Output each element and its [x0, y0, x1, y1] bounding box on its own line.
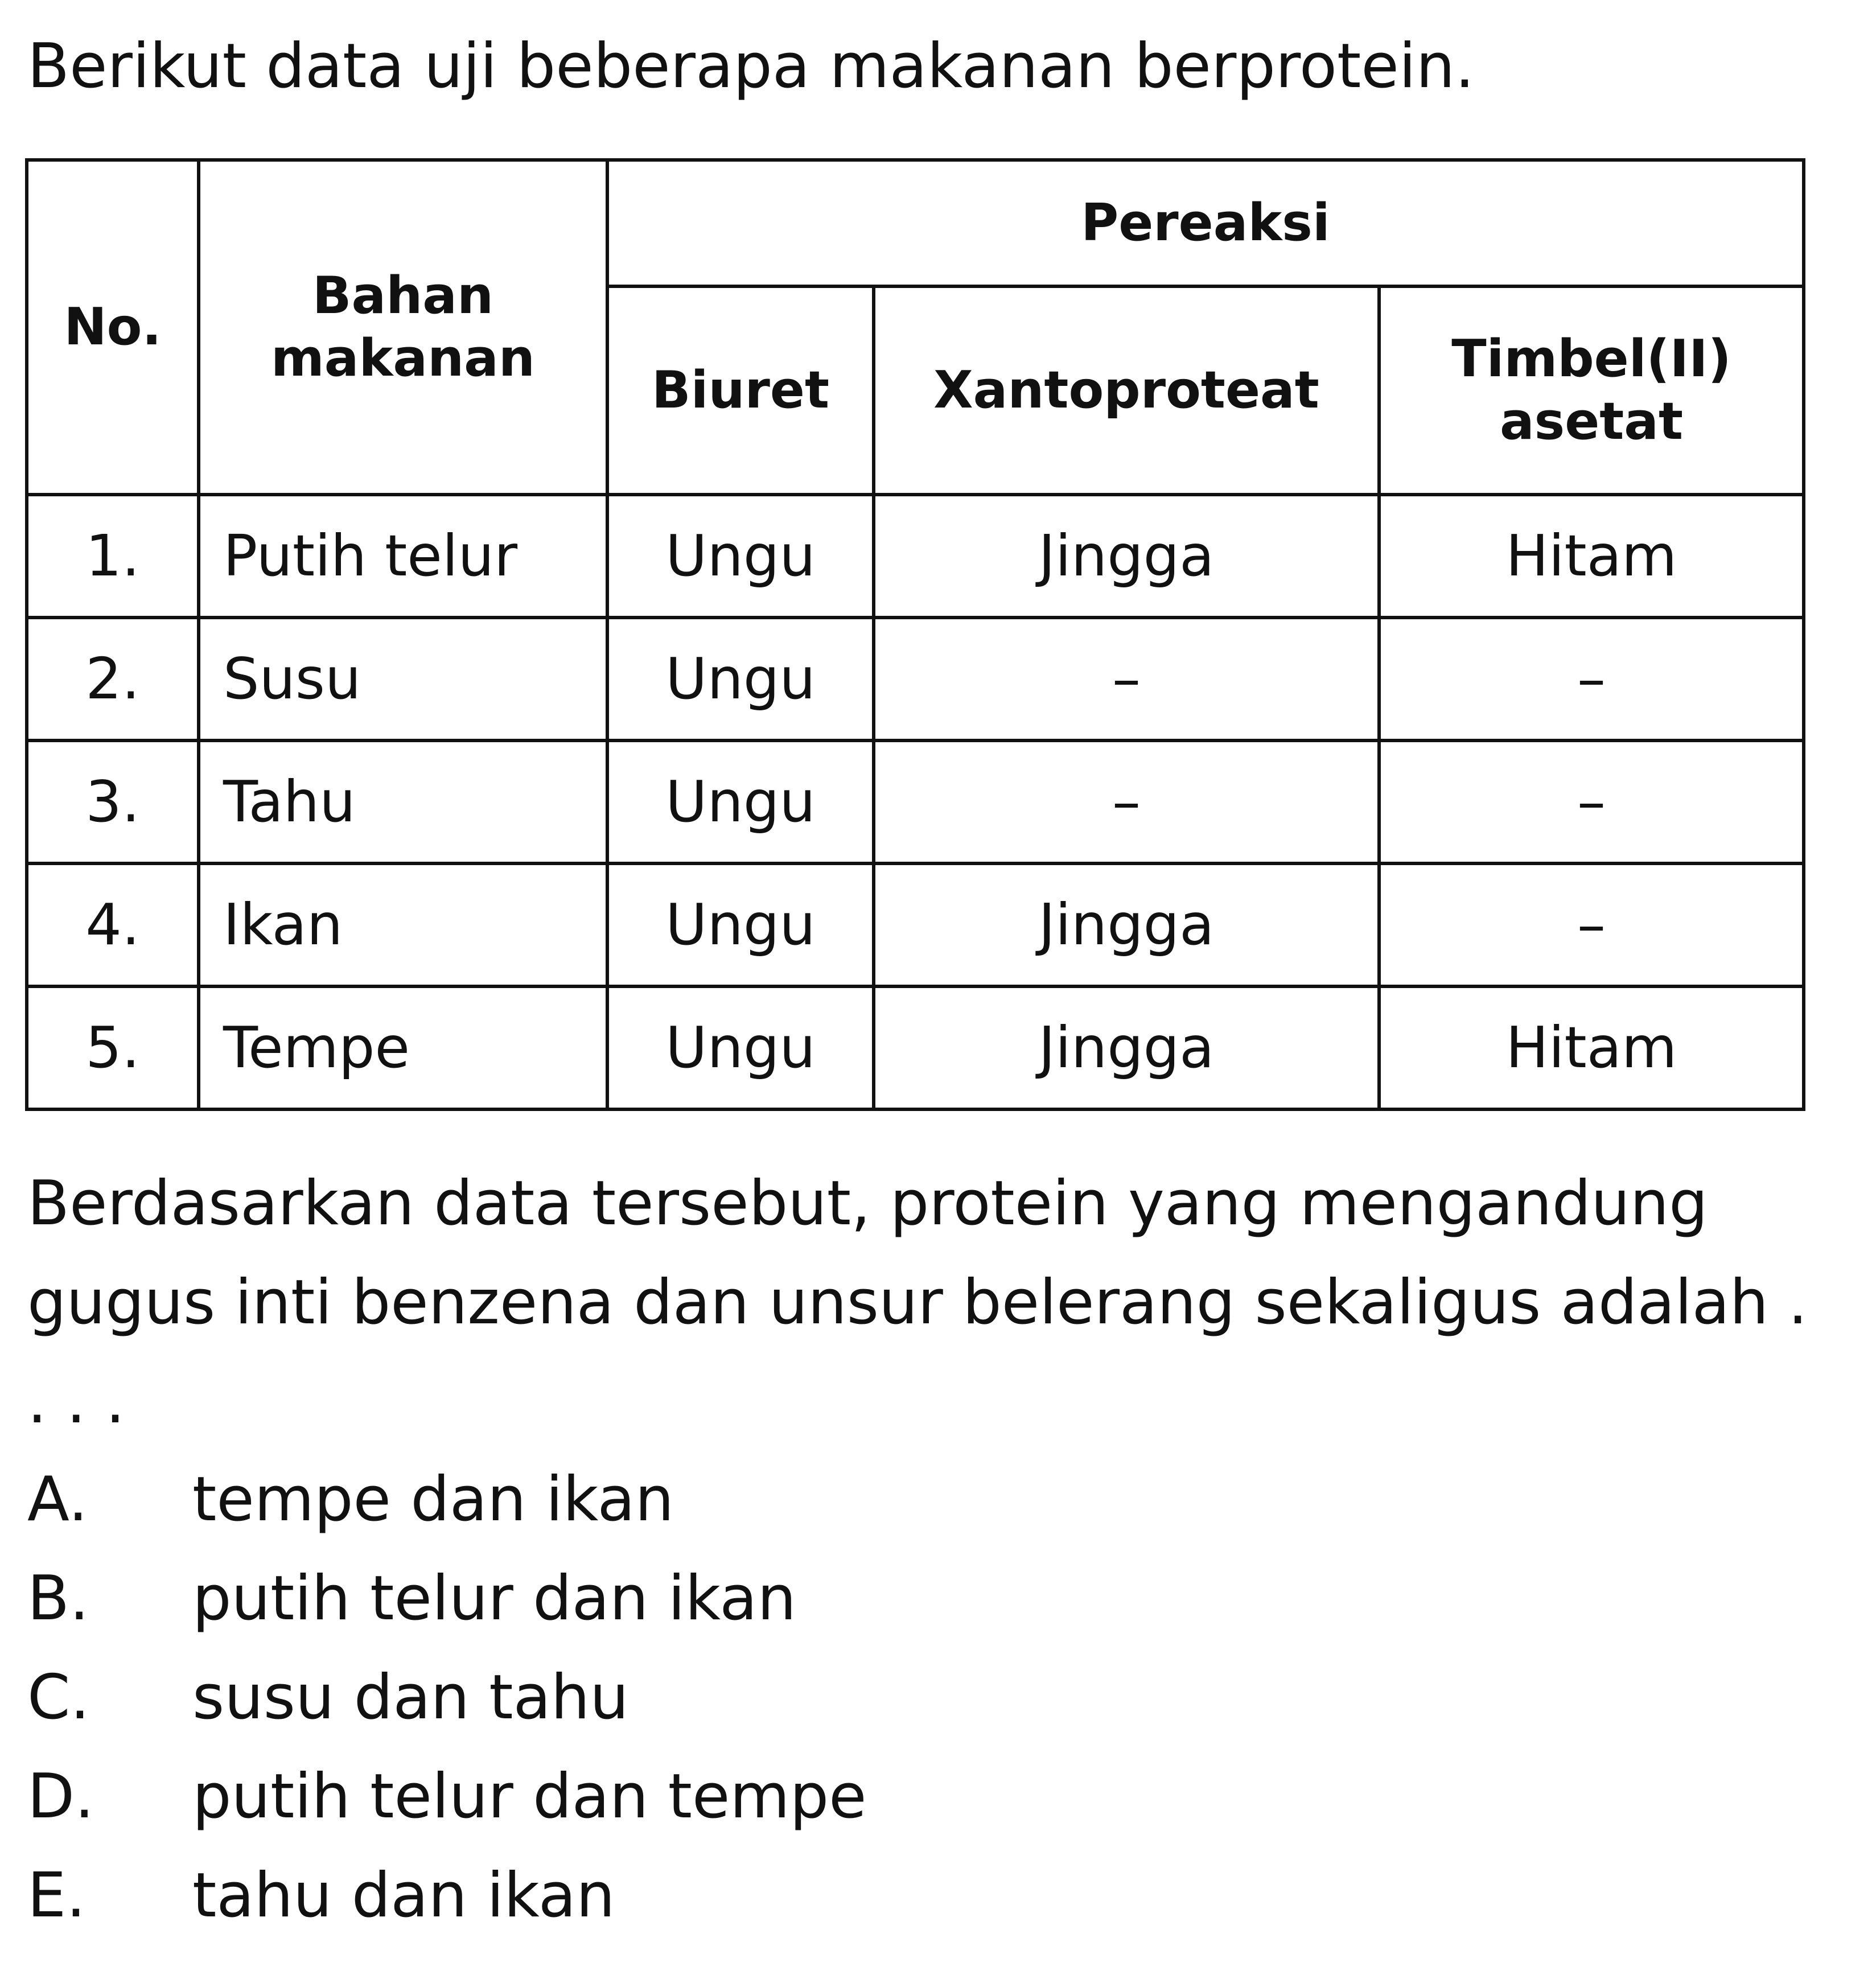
cell-xantoproteat: –	[874, 740, 1379, 863]
cell-timbel: Hitam	[1379, 986, 1804, 1109]
protein-test-table	[25, 158, 1805, 1111]
option-e[interactable]	[27, 1846, 867, 1945]
table-header-row	[27, 160, 1804, 286]
cell-xantoproteat: Jingga	[874, 495, 1379, 618]
cell-no: 3.	[27, 740, 199, 863]
option-a[interactable]	[27, 1450, 867, 1549]
option-c[interactable]	[27, 1648, 867, 1747]
table-row	[27, 495, 1804, 618]
cell-bahan: Ikan	[199, 863, 607, 986]
intro-text: Berikut data uji beberapa makanan berprotein.	[27, 31, 1475, 102]
option-letter: E.	[27, 1860, 86, 1931]
option-letter: B.	[27, 1563, 89, 1634]
cell-no: 5.	[27, 986, 199, 1109]
option-letter: C.	[27, 1662, 90, 1733]
option-d[interactable]	[27, 1747, 867, 1846]
table-row	[27, 740, 1804, 863]
cell-bahan: Putih telur	[199, 495, 607, 618]
option-text: tempe dan ikan	[192, 1464, 674, 1535]
cell-biuret: Ungu	[607, 986, 874, 1109]
question-text	[27, 1154, 1826, 1451]
answer-options	[27, 1450, 867, 1945]
cell-biuret: Ungu	[607, 863, 874, 986]
header-biuret: Biuret	[607, 286, 874, 495]
cell-bahan: Susu	[199, 618, 607, 740]
option-text: tahu dan ikan	[192, 1860, 615, 1931]
cell-biuret: Ungu	[607, 740, 874, 863]
cell-biuret: Ungu	[607, 618, 874, 740]
option-text: putih telur dan ikan	[192, 1563, 796, 1634]
cell-timbel: –	[1379, 618, 1804, 740]
cell-xantoproteat: Jingga	[874, 986, 1379, 1109]
cell-bahan: Tahu	[199, 740, 607, 863]
option-text: susu dan tahu	[192, 1662, 629, 1733]
cell-xantoproteat: Jingga	[874, 863, 1379, 986]
header-pereaksi: Pereaksi	[607, 160, 1804, 286]
cell-xantoproteat: –	[874, 618, 1379, 740]
cell-no: 1.	[27, 495, 199, 618]
cell-timbel: –	[1379, 863, 1804, 986]
header-timbel-asetat: Timbel(II) asetat	[1379, 286, 1804, 495]
cell-no: 4.	[27, 863, 199, 986]
cell-bahan: Tempe	[199, 986, 607, 1109]
cell-biuret: Ungu	[607, 495, 874, 618]
header-xantoproteat: Xantoproteat	[874, 286, 1379, 495]
cell-no: 2.	[27, 618, 199, 740]
option-text: putih telur dan tempe	[192, 1761, 867, 1832]
table-row	[27, 863, 1804, 986]
table-row	[27, 618, 1804, 740]
cell-timbel: –	[1379, 740, 1804, 863]
option-letter: A.	[27, 1464, 88, 1535]
cell-timbel: Hitam	[1379, 495, 1804, 618]
option-b[interactable]	[27, 1549, 867, 1648]
table-row	[27, 986, 1804, 1109]
header-no: No.	[27, 160, 199, 495]
question-body: Berdasarkan data tersebut, protein yang mengandung gugus inti benzena dan unsur belerang sekaligus adalah . . . .	[27, 1168, 1808, 1437]
header-bahan-makanan: Bahan makanan	[199, 160, 607, 495]
option-letter: D.	[27, 1761, 94, 1832]
